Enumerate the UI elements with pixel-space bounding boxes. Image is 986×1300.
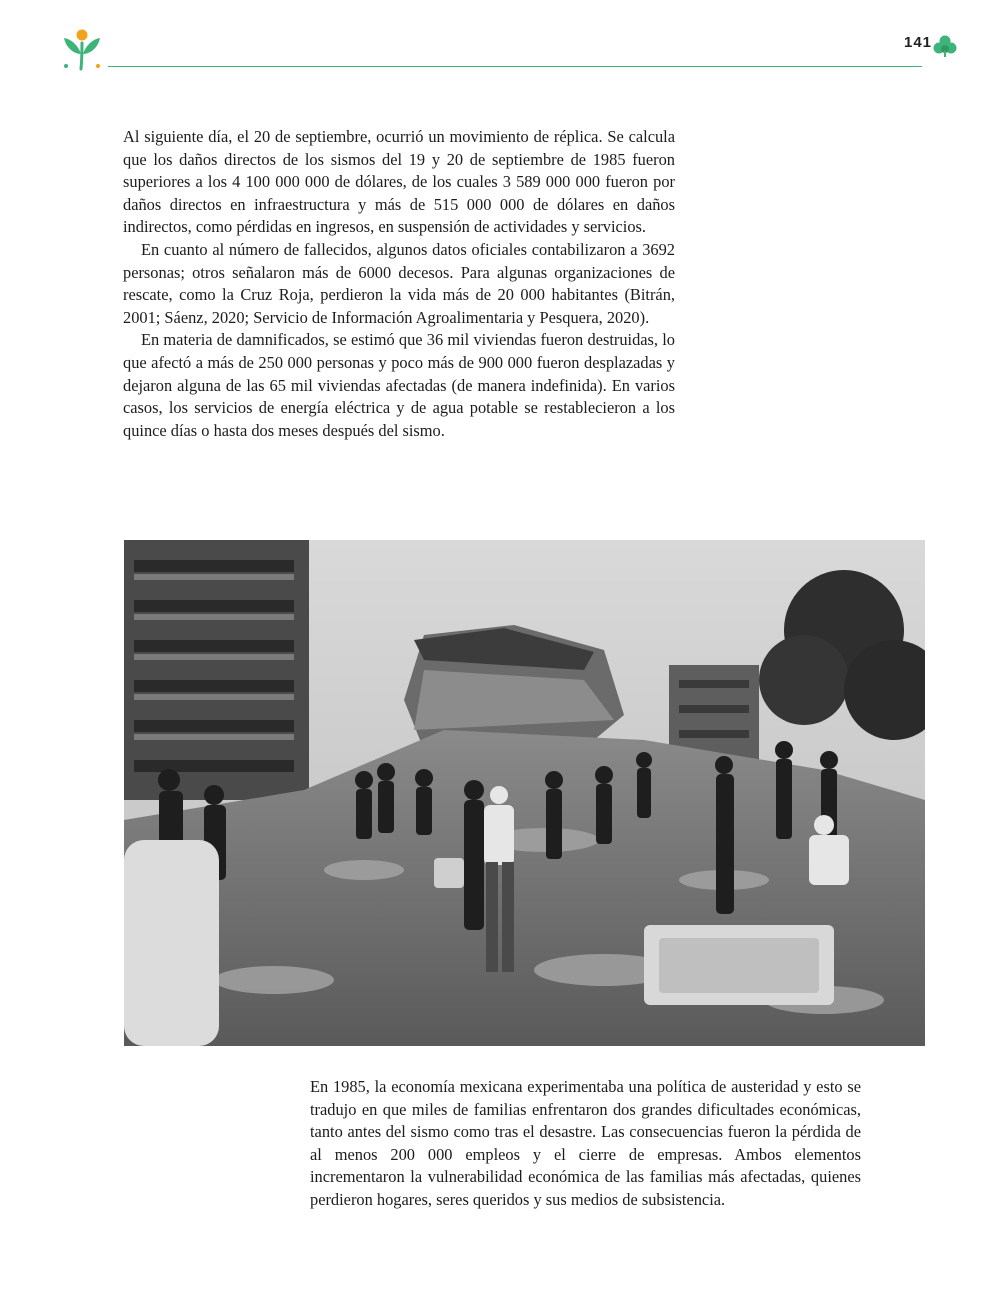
clover-icon [932, 34, 958, 58]
body-paragraph: En materia de damnificados, se estimó que 36 mil viviendas fueron destruidas, lo que afectó a más de 250 000 personas y poco más de 900 000 fueron desplazadas y dejaron alguna de las 65 mil viviendas afectadas (de manera indefinida). En varios casos, los servicios de energía eléctrica y de agua potable se restablecieron a los quince días o hasta dos meses después del sismo. [123, 330, 675, 440]
sprout-figure-icon [60, 26, 104, 72]
caption-text [310, 1076, 861, 1212]
body-text [123, 126, 675, 442]
body-paragraph: Al siguiente día, el 20 de septiembre, ocurrió un movimiento de réplica. Se calcula que los daños directos de los sismos del 19 y 20 de septiembre de 1985 fueron superiores a los 4 100 000 000 de dólares, de los cuales 3 589 000 000 fueron por daños directos en infraestructura y más de 515 000 000 de dólares en daños indirectos, como pérdidas en ingresos, en suspensión de actividades y servicios. [123, 127, 675, 237]
caption-paragraph: En 1985, la economía mexicana experimentaba una política de austeridad y esto se tradujo en que miles de familias enfrentaron dos grandes dificultades económicas, tanto antes del sismo como tras el desastre. Las consecuencias fueron la pérdida de al menos 200 000 empleos y el cierre de empresas. Ambos elementos incrementaron la vulnerabilidad económica de las familias más afectadas, quienes perdieron hogares, seres queridos y sus medios de subsistencia. [310, 1077, 861, 1209]
body-paragraph: En cuanto al número de fallecidos, algunos datos oficiales contabilizaron a 3692 personas; otros señalaron más de 6000 decesos. Para algunas organizaciones de rescate, como la Cruz Roja, perdieron la vida más de 20 000 habitantes (Bitrán, 2001; Sáenz, 2020; Servicio de Información Agroalimentaria y Pesquera, 2020). [123, 239, 675, 327]
earthquake-rubble-photo [124, 540, 925, 1046]
page-number: 141 [904, 34, 933, 51]
header-rule [108, 66, 922, 67]
